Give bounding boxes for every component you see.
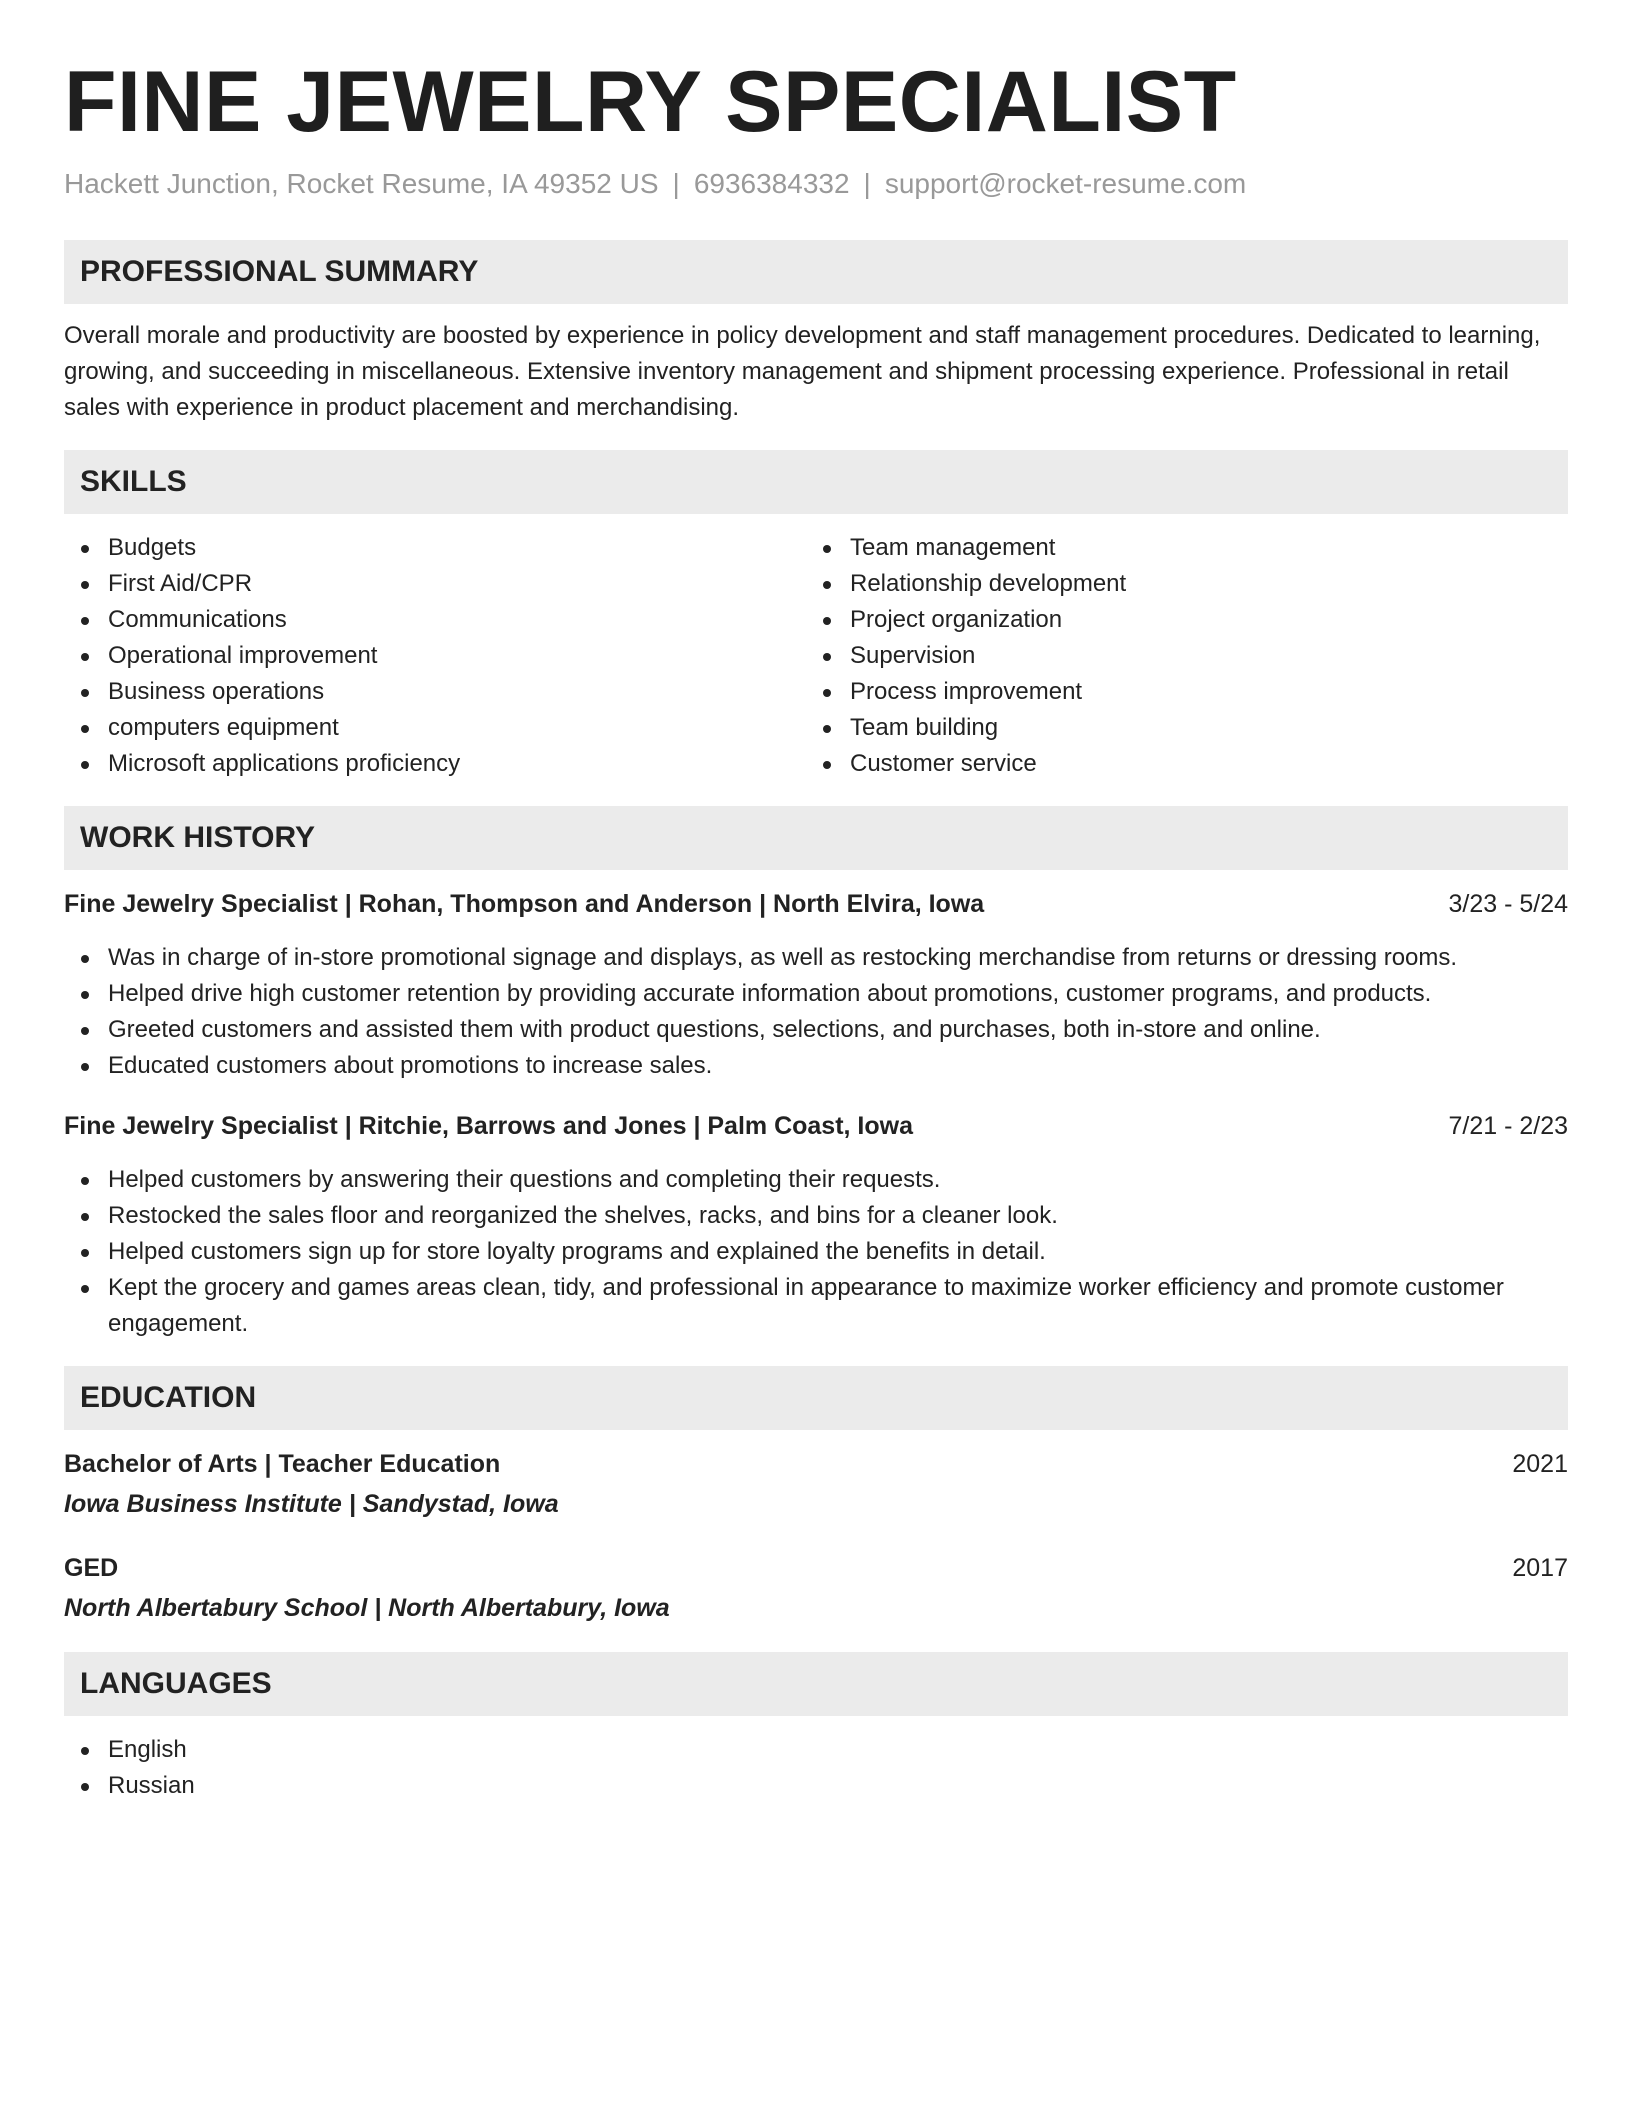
job-entry (64, 1108, 1568, 1342)
education-year: 2021 (1512, 1450, 1568, 1478)
job-bullet: Educated customers about promotions to increase sales. (64, 1048, 1568, 1084)
contact-separator: | (672, 168, 680, 199)
job-bullet: Kept the grocery and games areas clean, tidy, and professional in appearance to maximize worker efficiency and promote customer engagement. (64, 1270, 1568, 1342)
skill-item: Process improvement (806, 674, 1548, 710)
job-bullets (64, 1162, 1568, 1342)
job-bullets (64, 940, 1568, 1084)
skill-item: Budgets (64, 530, 806, 566)
skills-list-right (806, 530, 1548, 782)
education-degree: Bachelor of Arts | Teacher Education (64, 1450, 501, 1478)
contact-phone: 6936384332 (693, 168, 850, 199)
education-entry (64, 1446, 1568, 1522)
job-bullet: Restocked the sales floor and reorganized the shelves, racks, and bins for a cleaner look. (64, 1198, 1568, 1234)
resume-title: FINE JEWELRY SPECIALIST (64, 54, 1237, 150)
skill-item: computers equipment (64, 710, 806, 746)
skill-item: First Aid/CPR (64, 566, 806, 602)
job-bullet: Helped customers by answering their questions and completing their requests. (64, 1162, 1568, 1198)
language-item: English (64, 1732, 1568, 1768)
skill-item: Microsoft applications proficiency (64, 746, 806, 782)
skill-item: Supervision (806, 638, 1548, 674)
job-entry (64, 886, 1568, 1084)
section-header-education: EDUCATION (64, 1366, 1568, 1430)
education-header (64, 1550, 1568, 1586)
skill-item: Project organization (806, 602, 1548, 638)
skill-item: Communications (64, 602, 806, 638)
skill-item: Business operations (64, 674, 806, 710)
skills-grid (64, 530, 1568, 782)
contact-address: Hackett Junction, Rocket Resume, IA 49352 US (64, 168, 659, 199)
language-item: Russian (64, 1768, 1568, 1804)
education-degree: GED (64, 1554, 119, 1582)
job-bullet: Greeted customers and assisted them with product questions, selections, and purchases, both in-store and online. (64, 1012, 1568, 1048)
education-school: North Albertabury School | North Albertabury, Iowa (64, 1594, 670, 1622)
job-dates: 3/23 - 5/24 (1448, 890, 1568, 918)
skill-item: Team building (806, 710, 1548, 746)
education-year: 2017 (1512, 1554, 1568, 1582)
education-entry (64, 1550, 1568, 1626)
languages-list (64, 1732, 1568, 1804)
job-dates: 7/21 - 2/23 (1448, 1112, 1568, 1140)
job-header (64, 886, 1568, 922)
skill-item: Customer service (806, 746, 1548, 782)
section-header-languages: LANGUAGES (64, 1652, 1568, 1716)
summary-text: Overall morale and productivity are boosted by experience in policy development and staff management procedures. Dedicated to learning, growing, and succeeding in miscellaneous. Extensive inventory management and shipment processing experience. Professional in retail sales with experience in product placement and merchandising. (64, 322, 1541, 421)
contact-line (64, 166, 1568, 202)
education-school: Iowa Business Institute | Sandystad, Iowa (64, 1490, 559, 1518)
skill-item: Operational improvement (64, 638, 806, 674)
skill-item: Team management (806, 530, 1548, 566)
section-header-summary: PROFESSIONAL SUMMARY (64, 240, 1568, 304)
education-header (64, 1446, 1568, 1482)
section-header-skills: SKILLS (64, 450, 1568, 514)
skills-list-left (64, 530, 806, 782)
skill-item: Relationship development (806, 566, 1548, 602)
job-bullet: Was in charge of in-store promotional signage and displays, as well as restocking merchandise from returns or dressing rooms. (64, 940, 1568, 976)
contact-email: support@rocket-resume.com (884, 168, 1247, 199)
job-bullet: Helped customers sign up for store loyalty programs and explained the benefits in detail. (64, 1234, 1568, 1270)
contact-separator: | (863, 168, 871, 199)
job-title: Fine Jewelry Specialist | Ritchie, Barrows and Jones | Palm Coast, Iowa (64, 1112, 913, 1140)
section-header-work: WORK HISTORY (64, 806, 1568, 870)
job-header (64, 1108, 1568, 1144)
job-bullet: Helped drive high customer retention by providing accurate information about promotions, customer programs, and products. (64, 976, 1568, 1012)
job-title: Fine Jewelry Specialist | Rohan, Thompson and Anderson | North Elvira, Iowa (64, 890, 985, 918)
